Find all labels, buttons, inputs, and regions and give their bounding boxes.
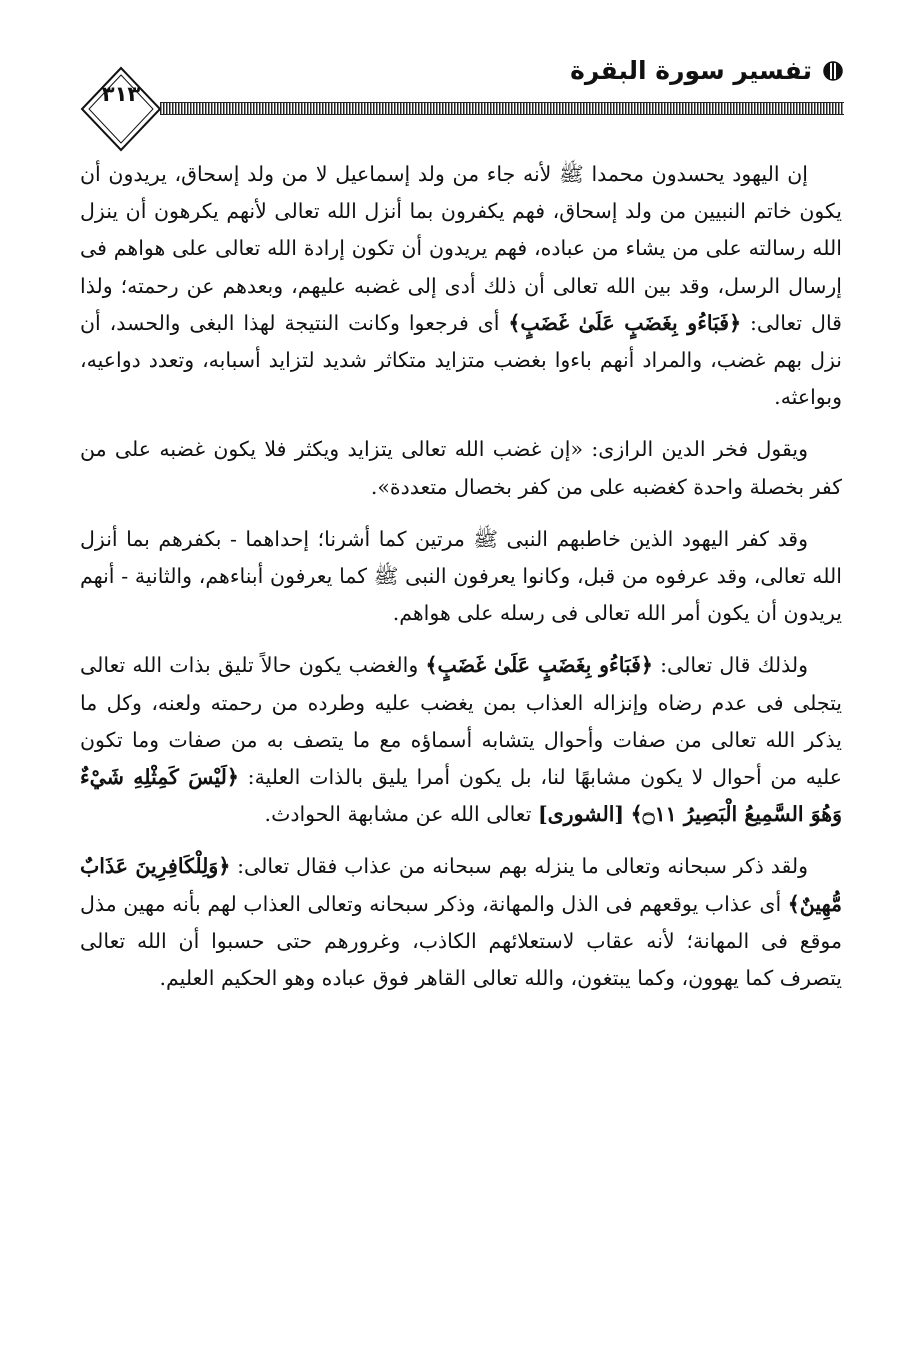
quran-verse: ﴿لَيْسَ كَمِثْلِهِ شَيْءٌ وَهُوَ السَّمِيعُ الْبَصِيرُ ۝١١﴾	[80, 765, 842, 827]
paragraph	[80, 431, 842, 505]
running-title	[570, 56, 844, 85]
page-number-badge	[80, 66, 162, 152]
paragraph	[80, 647, 842, 833]
ornament-icon	[822, 60, 844, 82]
quran-verse: ﴿فَبَاءُو بِغَضَبٍ عَلَىٰ غَضَبٍ﴾	[425, 653, 653, 678]
page-header	[80, 52, 844, 162]
text-run: إن اليهود يحسدون محمدا ﷺ لأنه جاء من ولد إسماعيل لا من ولد إسحاق، يريدون أن يكون خاتم النبيين من ولد إسحاق، فهم يكفرون بما أنزل الله تعالى لأنهم يكرهون أن ينزل الله رسالته على من يشاء من عباده، فهم يريدون أن تكون إرادة الله تعالى على هواهم فى إرسال الرسل، وقد بين الله تعالى أن ذلك أدى إلى غضبه عليهم، وبعدهم عن رحمته؛ ولذا قال تعالى:	[80, 162, 843, 335]
text-run: ولذلك قال تعالى:	[652, 653, 809, 678]
text-run: أى عذاب يوقعهم فى الذل والمهانة، وذكر سبحانه وتعالى العذاب لهم بأنه مهين مذل موقع فى المهانة؛ لأنه عقاب لاستعلائهم الكاذب، وغرورهم حتى حسبوا أن الله تعالى يتصرف كما يهوون، وكما يبتغون، والله تعالى القاهر فوق عباده وهو الحكيم العليم.	[80, 891, 842, 991]
paragraph	[80, 521, 842, 633]
header-rule	[160, 102, 844, 115]
page-number: ٣١٣	[101, 82, 141, 106]
text-run: تعالى الله عن مشابهة الحوادث.	[264, 802, 538, 827]
quran-verse: ﴿وَلِلْكَافِرِينَ عَذَابٌ مُّهِينٌ﴾	[80, 854, 842, 916]
surah-citation: [الشورى]	[537, 802, 625, 827]
chapter-title: تفسير سورة البقرة	[570, 56, 812, 85]
text-run: والغضب يكون حالاً تليق بذات الله تعالى يتجلى فى عدم رضاه وإنزاله العذاب بمن يغضب عليه وطرده من رحمته ولعنه، وكل ما يذكر الله تعالى من صفات وأحوال يتشابه أسماؤه مع ما يتصف به من صفات وما تكون عليه من أحوال لا يكون مشابهًا لنا، بل يكون أمرا يليق بالذات العلية:	[80, 653, 842, 790]
quran-verse: ﴿فَبَاءُو بِغَضَبٍ عَلَىٰ غَضَبٍ﴾	[508, 310, 742, 335]
text-run: وقد كفر اليهود الذين خاطبهم النبى ﷺ مرتين كما أشرنا؛ إحداهما - بكفرهم بما أنزل الله تعالى، وقد عرفوه من قبل، وكانوا يعرفون النبى ﷺ كما يعرفون أبناءهم، والثانية - أنهم يريدون أن يكون أمر الله تعالى فى رسله على هواهم.	[80, 526, 842, 626]
text-run: أى فرجعوا وكانت النتيجة لهذا البغى والحسد، أن نزل بهم غضب، والمراد أنهم باءوا بغضب متزايد متكاثر شديد لتزايد أسبابه، وتعدد دواعيه، وبواعثه.	[80, 310, 842, 410]
text-run: ولقد ذكر سبحانه وتعالى ما ينزله بهم سبحانه من عذاب فقال تعالى:	[230, 854, 808, 879]
paragraph	[80, 156, 842, 416]
quotation: ويقول فخر الدين الرازى: «إن غضب الله تعالى يتزايد ويكثر فلا يكون غضبه على من كفر بخصلة واحدة كغضبه على من كفر بخصال متعددة».	[80, 437, 842, 499]
body-text	[80, 156, 842, 1012]
paragraph	[80, 848, 842, 997]
